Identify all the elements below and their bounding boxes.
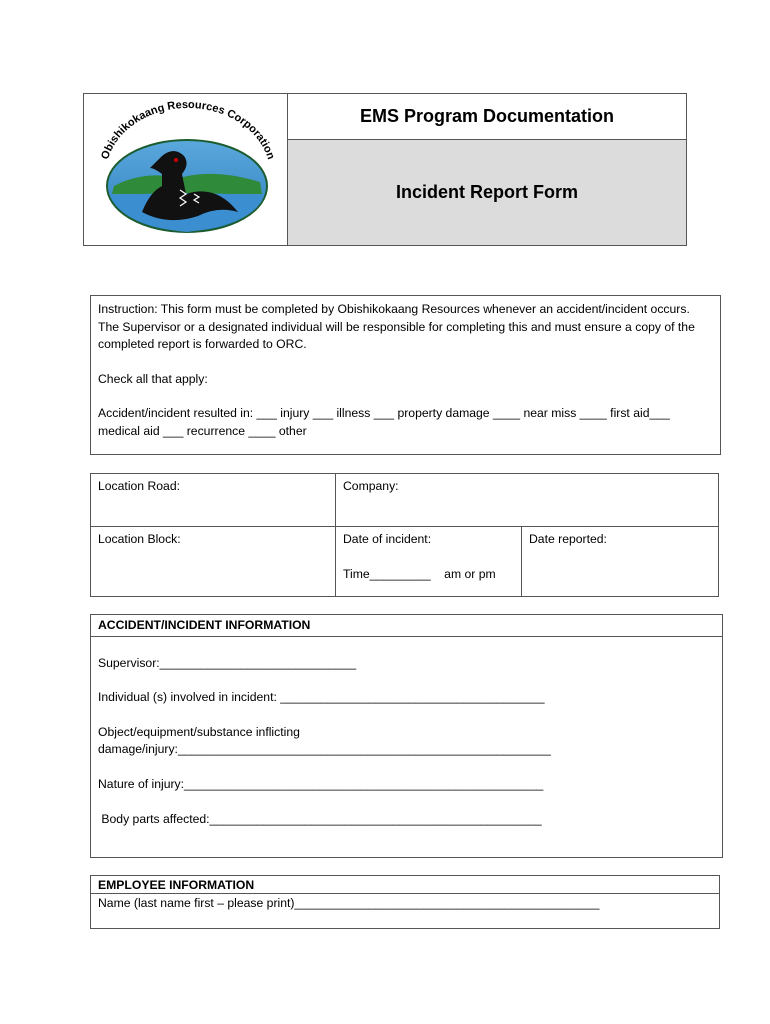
form-title: Incident Report Form [288, 140, 686, 245]
accident-info-heading: ACCIDENT/INCIDENT INFORMATION [91, 615, 722, 637]
location-block-label: Location Block: [98, 532, 181, 546]
damage-injury-field[interactable]: damage/injury:_______________________________________________________ [98, 742, 551, 756]
incident-result-options[interactable]: Accident/incident resulted in: ___ injury ___ illness ___ property damage ____ near miss ____ first aid___ medical aid ___ recurrence ____ other [98, 406, 670, 438]
document-title: EMS Program Documentation [288, 94, 686, 140]
company-logo [84, 94, 288, 245]
individuals-involved-field[interactable]: Individual (s) involved in incident: _______________________________________ [98, 690, 545, 704]
location-table [90, 473, 719, 597]
date-reported-cell[interactable] [522, 527, 718, 596]
object-equipment-label: Object/equipment/substance inflicting [98, 725, 300, 739]
employee-info-heading: EMPLOYEE INFORMATION [91, 876, 719, 894]
instruction-text: Instruction: This form must be completed by Obishikokaang Resources whenever an accident/incident occurs. The Supervisor or a designated individual will be responsible for completing this and must ensure a copy of the completed report is forwarded to ORC. [98, 302, 695, 351]
instructions-box [90, 295, 721, 455]
date-reported-label: Date reported: [529, 532, 607, 546]
date-of-incident-label: Date of incident: [343, 532, 432, 546]
logo-cell [84, 94, 288, 245]
location-road-label: Location Road: [98, 479, 180, 493]
employee-name-field[interactable]: Name (last name first – please print)_____________________________________________ [98, 896, 600, 910]
location-road-cell[interactable] [91, 474, 336, 527]
employee-info-box [90, 875, 720, 929]
supervisor-field[interactable]: Supervisor:_____________________________ [98, 656, 357, 670]
form-header [83, 93, 687, 246]
body-parts-field[interactable]: Body parts affected:_________________________________________________ [98, 812, 542, 826]
check-all-label: Check all that apply: [98, 371, 208, 386]
company-label: Company: [343, 479, 399, 493]
logo-arc-text: Obishikokaang Resources Corporation [99, 98, 277, 162]
time-field[interactable]: Time_________ am or pm [343, 566, 496, 581]
location-block-cell[interactable] [91, 527, 336, 596]
nature-of-injury-field[interactable]: Nature of injury:_____________________________________________________ [98, 777, 544, 791]
company-cell[interactable] [336, 474, 718, 527]
accident-info-box [90, 614, 723, 858]
date-of-incident-cell[interactable] [336, 527, 522, 596]
